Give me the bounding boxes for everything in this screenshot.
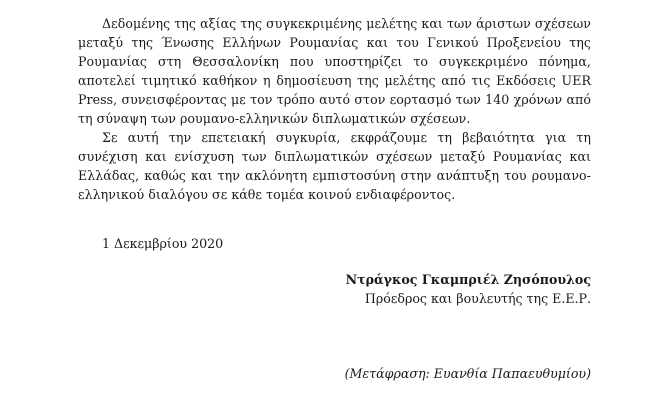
signatory-name: Ντράγκος Γκαμπριέλ Ζησόπουλος	[345, 272, 591, 287]
body-paragraph-1: Δεδομένης της αξίας της συγκεκριμένης μελέτης και των άριστων σχέσεων μεταξύ της Ένωσης Ελλήνων Ρουμανίας και του Γενικού Προξενείου της Ρουμανίας στη Θεσσαλονίκη που υποστηρίζει το συγκεκριμένο πόνημα, αποτελεί τιμητικό καθήκον η δημοσίευση της μελέτης από τις Εκδόσεις UER Press, συνεισφέροντας με τον τρόπο αυτό στον εορτασμό των 140 χρόνων από τη σύναψη των ρουμανο-ελληνικών διπλωματικών σχέσεων.	[78, 16, 591, 126]
signatory-title: Πρόεδρος και βουλευτής της Ε.Ε.Ρ.	[364, 291, 591, 306]
letter-date: 1 Δεκεμβρίου 2020	[102, 236, 224, 251]
translation-credit: (Μετάφραση: Ευανθία Παπαευθυμίου)	[344, 366, 591, 381]
body-paragraph-2: Σε αυτή την επετειακή συγκυρία, εκφράζουμε τη βεβαιότητα για τη συνέχιση και ενίσχυση των διπλωματικών σχέσεων μεταξύ Ρουμανίας και Ελλάδας, καθώς και την ακλόνητη εμπιστοσύνη στην ανάπτυξη του ρουμανο-ελληνικού διαλόγου σε κάθε τομέα κοινού ενδιαφέροντος.	[78, 130, 591, 202]
